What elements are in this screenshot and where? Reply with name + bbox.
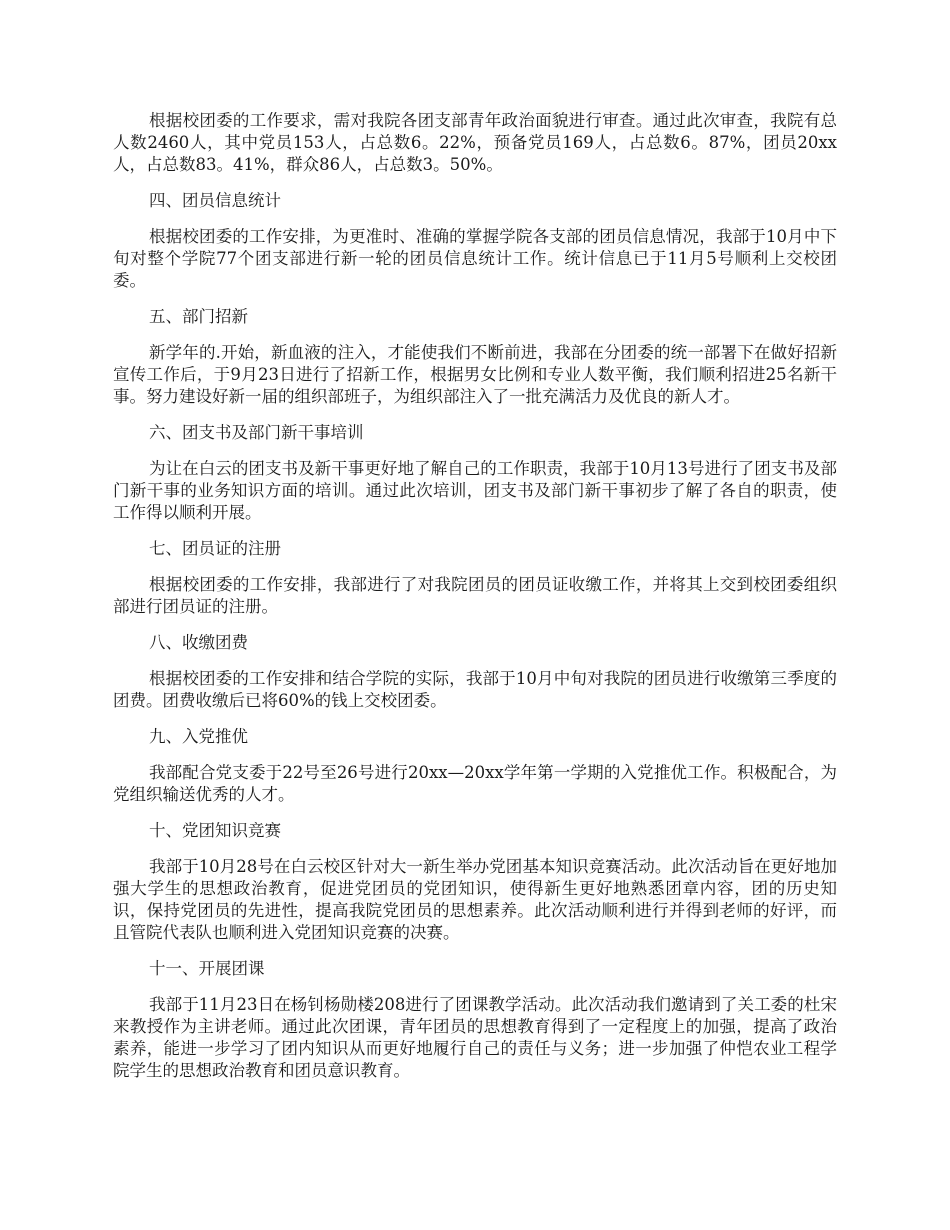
section-heading-training: 六、团支书及部门新干事培训	[149, 423, 364, 442]
paragraph-political-review: 根据校团委的工作要求，需对我院各团支部青年政治面貌进行审查。通过此次审查，我院有总人数2460人，其中党员153人，占总数6。22%，预备党员169人，占总数6。87%，团员20xx人，占总数83。41%，群众86人，占总数3。50%。	[113, 111, 837, 174]
section-heading-member-info: 四、团员信息统计	[149, 191, 281, 210]
paragraph-party-recommendation: 我部配合党支委于22号至26号进行20xx—20xx学年第一学期的入党推优工作。积极配合，为党组织输送优秀的人才。	[113, 763, 837, 804]
paragraph-knowledge-contest: 我部于10月28号在白云校区针对大一新生举办党团基本知识竞赛活动。此次活动旨在更好地加强大学生的思想政治教育，促进党团员的党团知识，使得新生更好地熟悉团章内容，团的历史知识，保持党团员的先进性，提高我院党团员的思想素养。此次活动顺利进行并得到老师的好评，而且管院代表队也顺利进入党团知识竞赛的决赛。	[113, 857, 837, 942]
paragraph-card-registration: 根据校团委的工作安排，我部进行了对我院团员的团员证收缴工作，并将其上交到校团委组织部进行团员证的注册。	[113, 575, 837, 616]
paragraph-member-info: 根据校团委的工作安排，为更准时、准确的掌握学院各支部的团员信息情况，我部于10月中下旬对整个学院77个团支部进行新一轮的团员信息统计工作。统计信息已于11月5号顺利上交校团委。	[113, 227, 837, 290]
section-heading-dues: 八、收缴团费	[149, 633, 248, 652]
document-body	[113, 110, 837, 1096]
paragraph-dues: 根据校团委的工作安排和结合学院的实际，我部于10月中旬对我院的团员进行收缴第三季度的团费。团费收缴后已将60%的钱上交校团委。	[113, 669, 837, 710]
section-heading-card-registration: 七、团员证的注册	[149, 539, 281, 558]
section-heading-league-class: 十一、开展团课	[149, 959, 265, 978]
section-heading-party-recommendation: 九、入党推优	[149, 727, 248, 746]
paragraph-training: 为让在白云的团支书及新干事更好地了解自己的工作职责，我部于10月13号进行了团支书及部门新干事的业务知识方面的培训。通过此次培训，团支书及部门新干事初步了解了各自的职责，使工作得以顺利开展。	[113, 459, 837, 522]
section-heading-knowledge-contest: 十、党团知识竞赛	[149, 821, 281, 840]
section-heading-recruitment: 五、部门招新	[149, 307, 248, 326]
paragraph-recruitment: 新学年的.开始，新血液的注入，才能使我们不断前进，我部在分团委的统一部署下在做好招新宣传工作后，于9月23日进行了招新工作，根据男女比例和专业人数平衡，我们顺利招进25名新干事。努力建设好新一届的组织部班子，为组织部注入了一批充满活力及优良的新人才。	[113, 343, 837, 406]
paragraph-league-class: 我部于11月23日在杨钊杨勋楼208进行了团课教学活动。此次活动我们邀请到了关工委的杜宋来教授作为主讲老师。通过此次团课，青年团员的思想教育得到了一定程度上的加强，提高了政治素养，能进一步学习了团内知识从而更好地履行自己的责任与义务；进一步加强了仲恺农业工程学院学生的思想政治教育和团员意识教育。	[113, 995, 837, 1080]
